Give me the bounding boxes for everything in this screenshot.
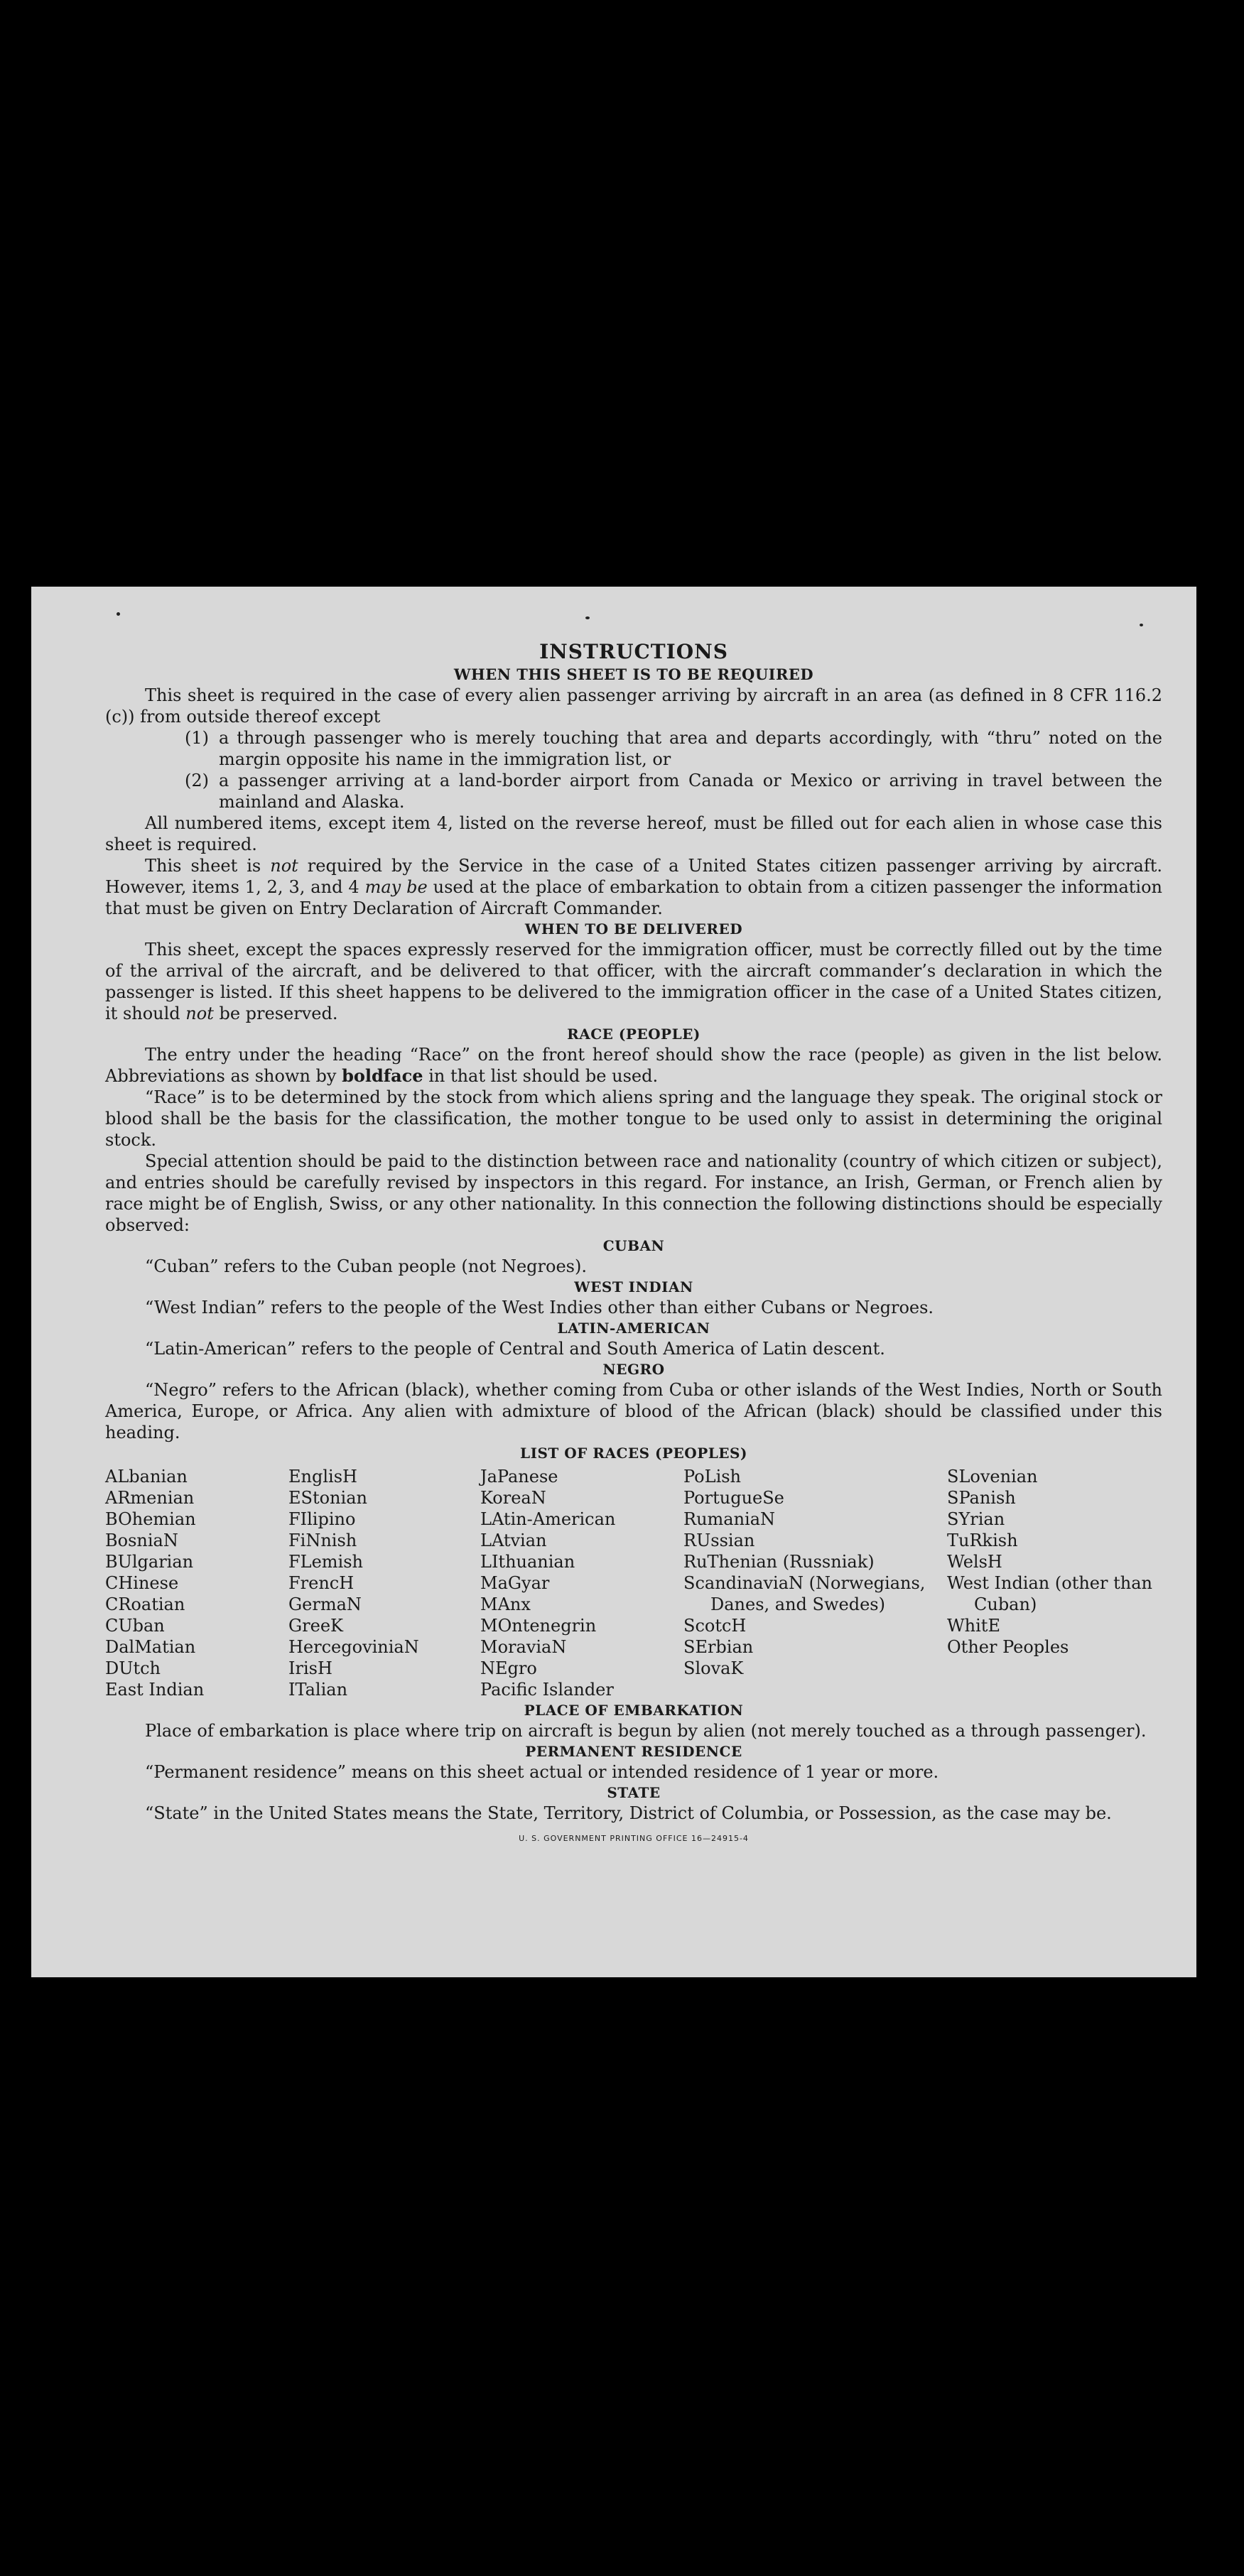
race-entry: MOntenegrin xyxy=(480,1616,597,1636)
race-entry: IrisH xyxy=(288,1658,332,1678)
race-entry: West Indian (other than Cuban) xyxy=(947,1573,1152,1614)
heading-permanent-residence: PERMANENT RESIDENCE xyxy=(525,1743,742,1760)
race-entry: JaPanese xyxy=(480,1467,558,1487)
race-entry: GreeK xyxy=(288,1616,343,1636)
state-paragraph: “State” in the United States means the State, Territory, District of Columbia, or Possession, as the case may be. xyxy=(145,1803,1112,1823)
citizen-paragraph xyxy=(105,855,1162,919)
heading-west-indian: WEST INDIAN xyxy=(574,1278,693,1295)
race-entry: DUtch xyxy=(105,1658,161,1678)
cuban-paragraph: “Cuban” refers to the Cuban people (not Negroes). xyxy=(145,1256,587,1276)
race-entry: LIthuanian xyxy=(480,1552,575,1572)
heading-place-of-embarkation: PLACE OF EMBARKATION xyxy=(524,1702,744,1719)
latin-american-paragraph: “Latin-American” refers to the people of Central and South America of Latin descent. xyxy=(145,1339,885,1359)
race-entry: BOhemian xyxy=(105,1509,196,1529)
race-entry: MaGyar xyxy=(480,1573,550,1593)
citizen-emphasis: not xyxy=(270,856,298,876)
embarkation-paragraph: Place of embarkation is place where trip on aircraft is begun by alien (not merely touched as a through passenger). xyxy=(145,1721,1147,1741)
race-entry: WhitE xyxy=(947,1616,1000,1636)
races-column xyxy=(480,1466,683,1700)
page-title: INSTRUCTIONS xyxy=(539,640,728,663)
race-entry: ScandinaviaN (Norwegians, Danes, and Swedes) xyxy=(683,1573,926,1614)
races-column xyxy=(105,1466,288,1700)
delivered-text: This sheet, except the spaces expressly reserved for the immigration officer, must be correctly filled out by the time of the arrival of the aircraft, and be delivered to that officer, with the aircraft commander’s declaration in which the passenger is listed. If this sheet happens to be delivered to the immigration officer in the case of a United States citizen, it should xyxy=(105,940,1162,1023)
race-entry: LAtin-American xyxy=(480,1509,616,1529)
races-list xyxy=(105,1466,1162,1700)
race-text: in that list should be used. xyxy=(423,1066,659,1086)
exception-item xyxy=(105,770,1162,813)
race-entry: PortugueSe xyxy=(683,1488,784,1508)
delivered-emphasis: not xyxy=(185,1004,214,1023)
race-paragraph xyxy=(105,1044,1162,1087)
scan-speck xyxy=(585,616,590,619)
west-indian-paragraph: “West Indian” refers to the people of the West Indies other than either Cubans or Negroes. xyxy=(145,1298,934,1317)
required-intro: This sheet is required in the case of every alien passenger arriving by aircraft in an area (as defined in 8 CFR 116.2 (c)) from outside thereof except xyxy=(105,685,1162,727)
scan-speck xyxy=(1140,624,1143,626)
race-paragraph: Special attention should be paid to the distinction between race and nationality (country of which citizen or subject), and entries should be carefully revised by inspectors in this regard. For instance, an Irish, German, or French alien by race might be of English, Swiss, or any other nationality. In this connection the following distinctions should be especially observed: xyxy=(105,1151,1162,1235)
race-boldface: boldface xyxy=(342,1065,423,1086)
printer-imprint: U. S. GOVERNMENT PRINTING OFFICE 16—24915-4 xyxy=(519,1834,749,1843)
race-entry: CRoatian xyxy=(105,1594,185,1614)
delivered-paragraph xyxy=(105,939,1162,1024)
citizen-text: required by the Service in the case of a United States citizen passenger arriving by aircraft. However, items 1, 2, 3, and 4 xyxy=(105,856,1162,897)
race-entry: CUban xyxy=(105,1616,165,1636)
race-entry: ScotcH xyxy=(683,1616,747,1636)
item-number: (2) xyxy=(185,771,209,790)
race-entry: HercegoviniaN xyxy=(288,1637,419,1657)
race-entry: Pacific Islander xyxy=(480,1680,614,1700)
race-entry: EStonian xyxy=(288,1488,367,1508)
race-entry: FiNnish xyxy=(288,1531,357,1550)
instruction-sheet xyxy=(31,587,1196,1977)
race-entry: SErbian xyxy=(683,1637,754,1657)
race-entry: GermaN xyxy=(288,1594,362,1614)
residence-paragraph: “Permanent residence” means on this sheet actual or intended residence of 1 year or more. xyxy=(145,1762,939,1782)
race-entry: RumaniaN xyxy=(683,1509,776,1529)
race-entry: FLemish xyxy=(288,1552,363,1572)
race-entry: PoLish xyxy=(683,1467,742,1487)
heading-race: RACE (PEOPLE) xyxy=(567,1026,701,1043)
race-entry: DalMatian xyxy=(105,1637,196,1657)
delivered-text: be preserved. xyxy=(213,1004,338,1023)
citizen-text: used at the place of embarkation to obtain from a citizen passenger the information that must be given on Entry Declaration of Aircraft Commander. xyxy=(105,877,1162,918)
races-column xyxy=(947,1466,1160,1700)
heading-when-delivered: WHEN TO BE DELIVERED xyxy=(524,920,743,938)
race-entry: ARmenian xyxy=(105,1488,195,1508)
heading-when-required: WHEN THIS SHEET IS TO BE REQUIRED xyxy=(453,665,814,683)
race-entry: TuRkish xyxy=(947,1531,1018,1550)
race-entry: BosniaN xyxy=(105,1531,178,1550)
numbered-items-paragraph: All numbered items, except item 4, listed on the reverse hereof, must be filled out for each alien in whose case this sheet is required. xyxy=(105,813,1162,854)
race-entry: ALbanian xyxy=(105,1467,188,1487)
race-entry: LAtvian xyxy=(480,1531,547,1550)
race-entry: SlovaK xyxy=(683,1658,744,1678)
exception-item xyxy=(105,727,1162,770)
race-entry: Other Peoples xyxy=(947,1637,1069,1657)
heading-negro: NEGRO xyxy=(602,1361,665,1378)
sheet-content xyxy=(105,639,1162,1849)
heading-list-of-races: LIST OF RACES (PEOPLES) xyxy=(520,1445,747,1462)
heading-cuban: CUBAN xyxy=(602,1237,665,1254)
race-entry: East Indian xyxy=(105,1680,205,1700)
negro-paragraph: “Negro” refers to the African (black), whether coming from Cuba or other islands of the West Indies, North or South America, Europe, or Africa. Any alien with admixture of blood of the African (black) should be classified under this heading. xyxy=(105,1380,1162,1442)
race-entry: NEgro xyxy=(480,1658,537,1678)
race-entry: WelsH xyxy=(947,1552,1002,1572)
race-entry: EnglisH xyxy=(288,1467,357,1487)
scan-speck xyxy=(117,612,120,616)
race-entry: RuThenian (Russniak) xyxy=(683,1552,875,1572)
race-entry: CHinese xyxy=(105,1573,179,1593)
item-text: a passenger arriving at a land-border airport from Canada or Mexico or arriving in travel between the mainland and Alaska. xyxy=(219,771,1162,812)
citizen-text: This sheet is xyxy=(145,856,271,876)
item-text: a through passenger who is merely touching that area and departs accordingly, with “thru” noted on the margin opposite his name in the immigration list, or xyxy=(219,728,1162,769)
heading-state: STATE xyxy=(607,1784,661,1801)
race-entry: SPanish xyxy=(947,1488,1016,1508)
citizen-emphasis: may be xyxy=(364,877,428,897)
races-column xyxy=(683,1466,947,1700)
heading-latin-american: LATIN-AMERICAN xyxy=(557,1320,710,1337)
race-entry: SLovenian xyxy=(947,1467,1038,1487)
race-text: The entry under the heading “Race” on the front hereof should show the race (people) as given in the list below. Abbreviations as shown by xyxy=(105,1045,1162,1086)
race-entry: MAnx xyxy=(480,1594,531,1614)
race-entry: ITalian xyxy=(288,1680,348,1700)
race-entry: FIlipino xyxy=(288,1509,356,1529)
race-entry: RUssian xyxy=(683,1531,755,1550)
race-paragraph: “Race” is to be determined by the stock from which aliens spring and the language they speak. The original stock or blood shall be the basis for the classification, the mother tongue to be used only to assist in determining the original stock. xyxy=(105,1087,1162,1150)
race-entry: KoreaN xyxy=(480,1488,546,1508)
race-entry: MoraviaN xyxy=(480,1637,567,1657)
races-column xyxy=(288,1466,480,1700)
race-entry: SYrian xyxy=(947,1509,1005,1529)
race-entry: BUlgarian xyxy=(105,1552,194,1572)
race-entry: FrencH xyxy=(288,1573,355,1593)
item-number: (1) xyxy=(185,728,209,748)
